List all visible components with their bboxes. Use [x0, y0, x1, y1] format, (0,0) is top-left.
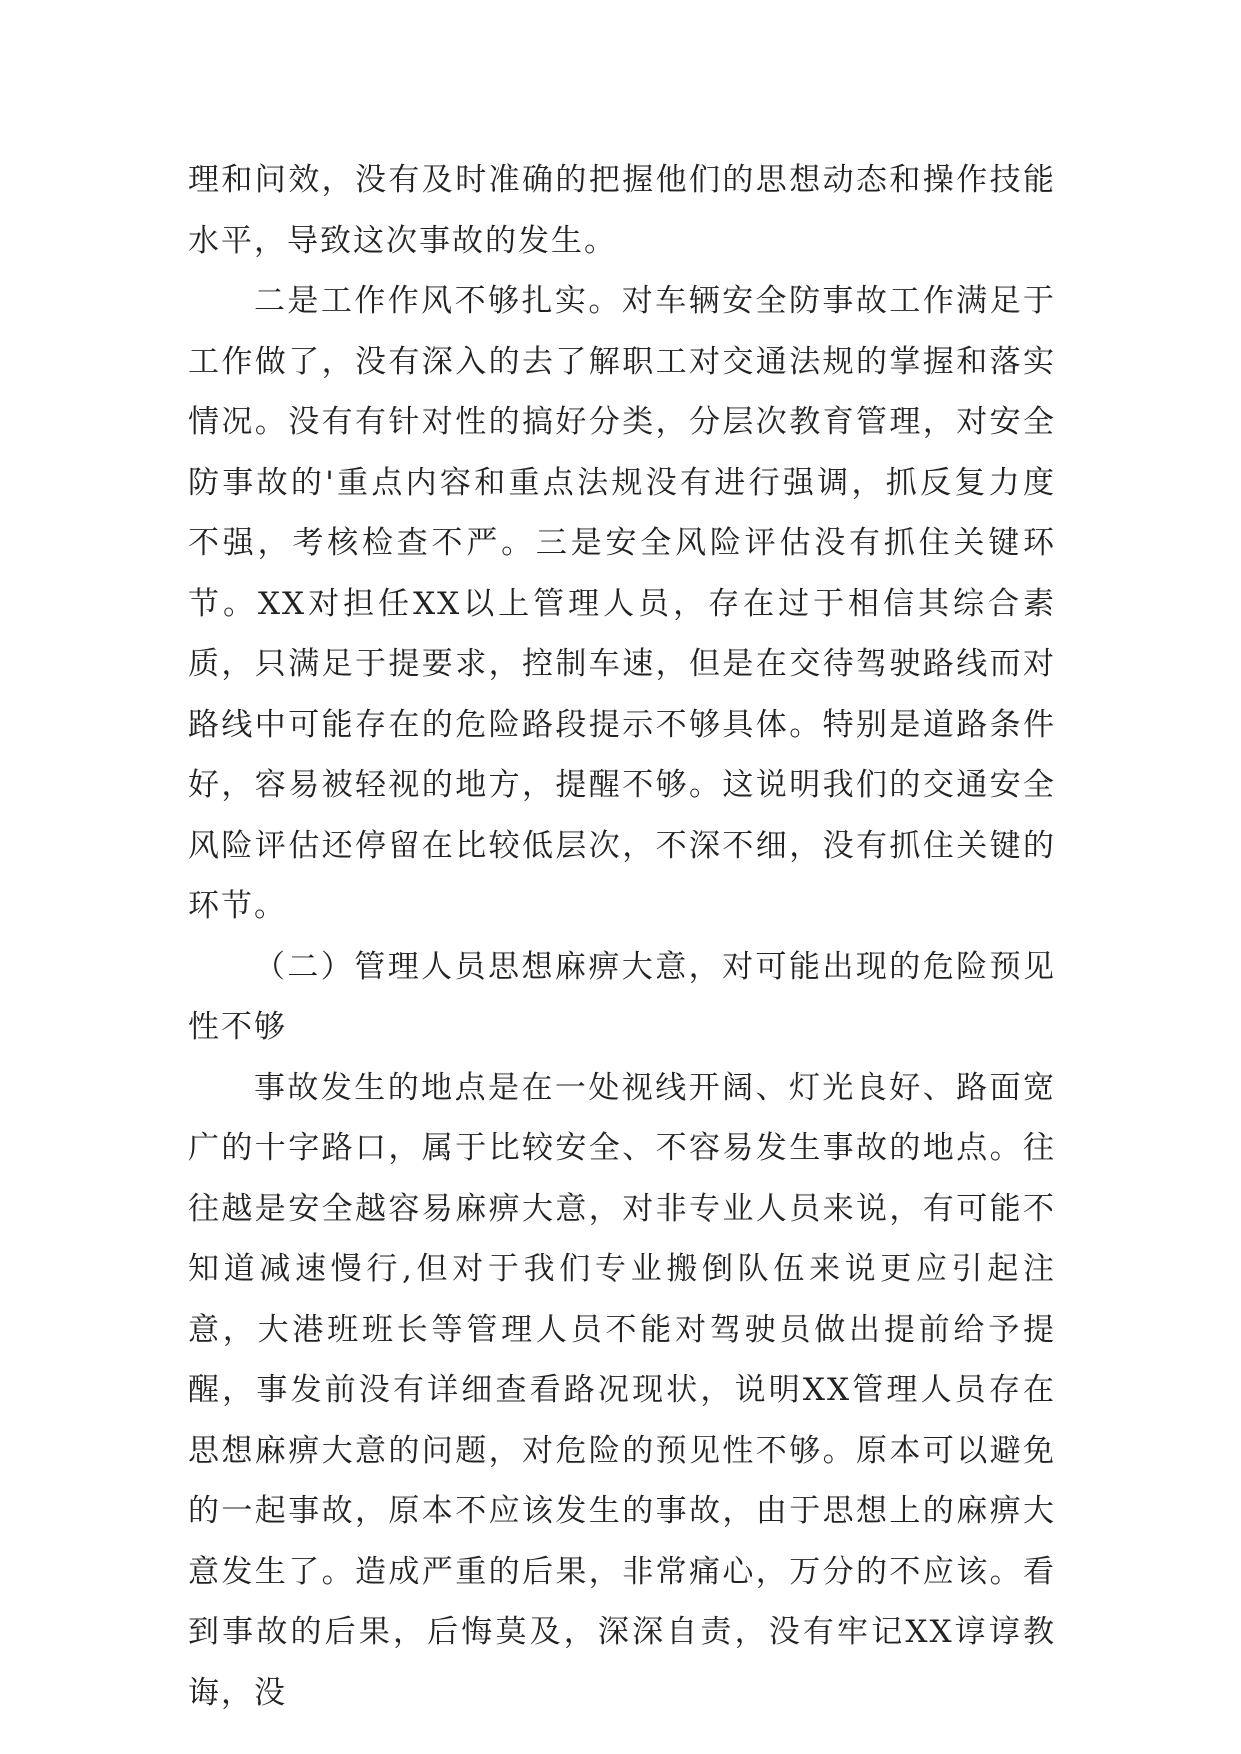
body-text: [188, 150, 1056, 1723]
paragraph-continuation: 理和问效，没有及时准确的把握他们的思想动态和操作技能水平，导致这次事故的发生。: [188, 162, 1056, 259]
paragraph-accident-location: 事故发生的地点是在一处视线开阔、灯光良好、路面宽广的十字路口，属于比较安全、不容易发生事故的地点。往往越是安全越容易麻痹大意，对非专业人员来说，有可能不知道减速慢行,但对于我们专业搬倒队伍来说更应引起注意，大港班班长等管理人员不能对驾驶员做出提前给予提醒，事发前没有详细查看路况现状，说明XX管理人员存在思想麻痹大意的问题，对危险的预见性不够。原本可以避免的一起事故，原本不应该发生的事故，由于思想上的麻痹大意发生了。造成严重的后果，非常痛心，万分的不应该。看到事故的后果，后悔莫及，深深自责，没有牢记XX谆谆教诲，没: [188, 1069, 1056, 1711]
paragraph-work-style: 二是工作作风不够扎实。对车辆安全防事故工作满足于工作做了，没有深入的去了解职工对交通法规的掌握和落实情况。没有有针对性的搞好分类，分层次教育管理，对安全防事故的'重点内容和重点法规没有进行强调，抓反复力度不强，考核检查不严。三是安全风险评估没有抓住关键环节。XX对担任XX以上管理人员，存在过于相信其综合素质，只满足于提要求，控制车速，但是在交待驾驶路线而对路线中可能存在的危险路段提示不够具体。特别是道路条件好，容易被轻视的地方，提醒不够。这说明我们的交通安全风险评估还停留在比较低层次，不深不细，没有抓住关键的环节。: [188, 283, 1056, 924]
section-heading-2: （二）管理人员思想麻痹大意，对可能出现的危险预见性不够: [188, 948, 1056, 1045]
